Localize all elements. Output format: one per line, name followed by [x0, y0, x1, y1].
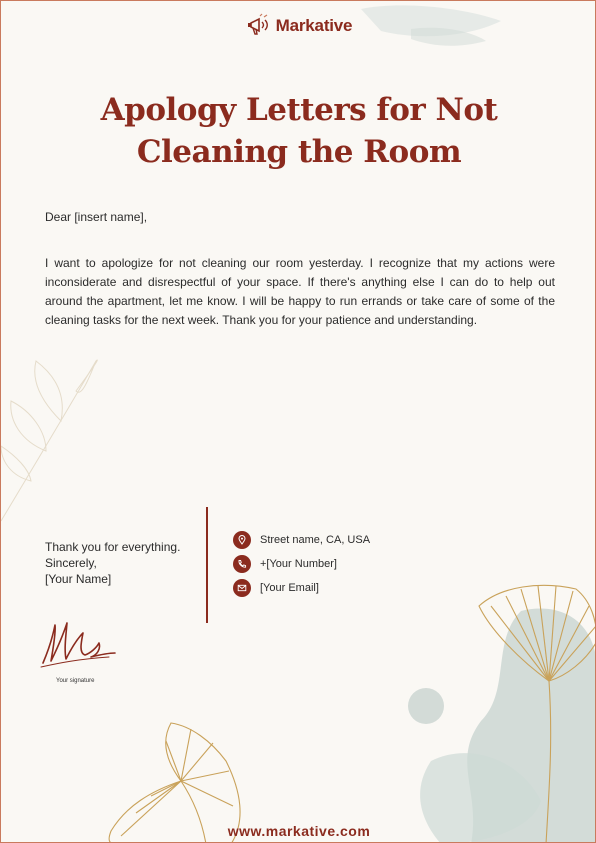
location-pin-icon: [233, 531, 251, 549]
brand-name: Markative: [275, 16, 353, 35]
title-line-1: Apology Letters for Not: [100, 92, 498, 128]
handwritten-signature: [39, 619, 119, 671]
envelope-icon: [233, 579, 251, 597]
vertical-divider: [206, 507, 208, 623]
megaphone-icon: [246, 13, 272, 39]
contact-phone-text: +[Your Number]: [260, 558, 337, 570]
contact-email-text: [Your Email]: [260, 582, 319, 594]
contact-address: [233, 531, 370, 549]
signature-caption: Your signature: [56, 678, 95, 684]
contact-address-text: Street name, CA, USA: [260, 534, 371, 546]
brand-logo: [1, 13, 596, 39]
closing-signoff: Sincerely,: [45, 556, 97, 570]
letter-closing: [45, 539, 180, 587]
letter-body: I want to apologize for not cleaning our room yesterday. I recognize that my actions were inconsiderate and disrespectful of your space. If there's anything else I can do to help out around the apartment, let me know. I will be happy to run errands or take care of some of the cleaning tasks for the next week. Thank you for your patience and understanding.: [45, 256, 555, 327]
letter-salutation: Dear [insert name],: [45, 210, 148, 224]
closing-thanks: Thank you for everything.: [45, 540, 181, 554]
contact-info: [233, 531, 370, 603]
phone-icon: [233, 555, 251, 573]
closing-name: [Your Name]: [45, 572, 112, 586]
footer-website[interactable]: www.markative.com: [227, 823, 371, 839]
contact-phone: [233, 555, 370, 573]
title-line-2: Cleaning the Room: [136, 134, 462, 170]
contact-email: [233, 579, 370, 597]
page-title: [1, 89, 596, 173]
